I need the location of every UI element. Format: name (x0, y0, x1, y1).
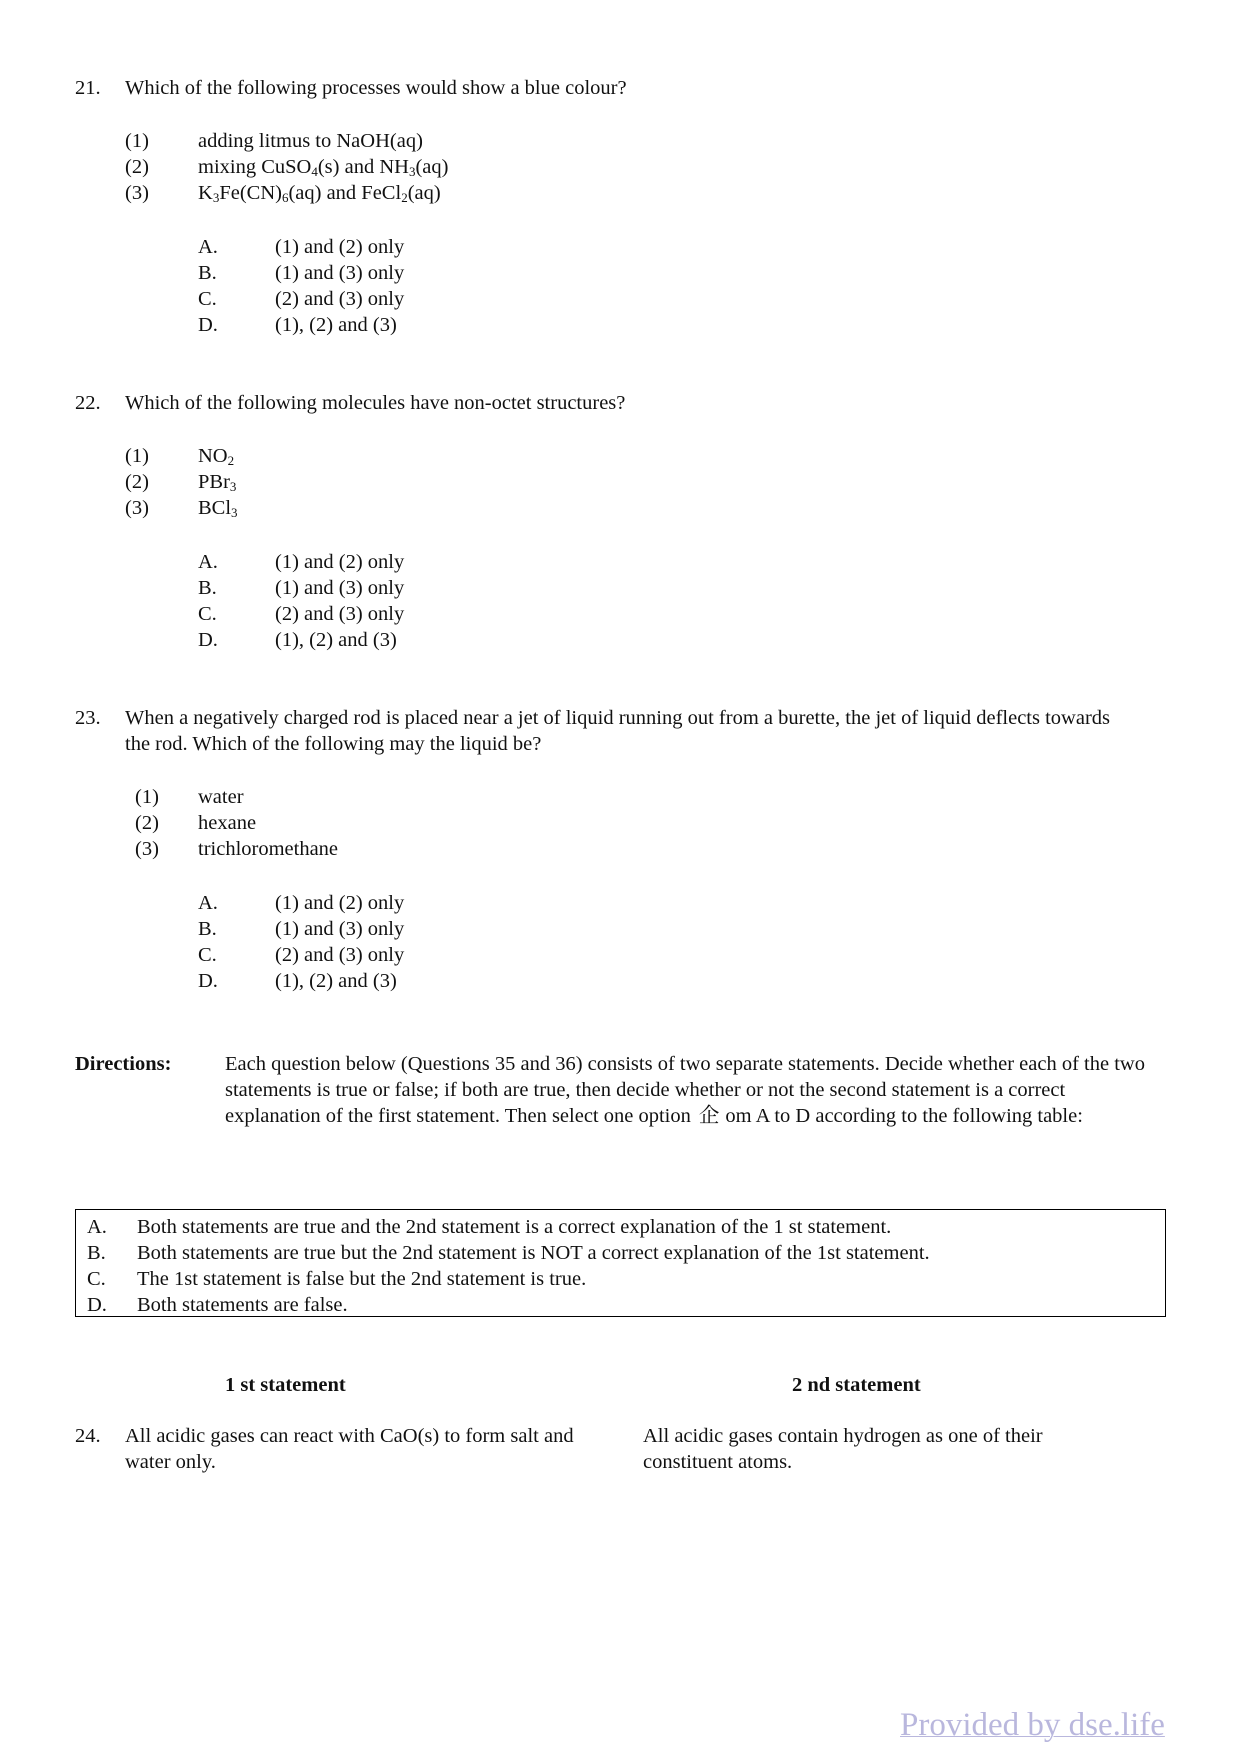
option-text: (1) and (2) only (275, 236, 405, 258)
item-text: water (198, 786, 244, 808)
option-text: (2) and (3) only (275, 944, 405, 966)
option-text: (1), (2) and (3) (275, 314, 397, 336)
item-text: PBr$_3$ (198, 471, 237, 494)
item-number: (2) (125, 156, 149, 178)
option-text: (1) and (3) only (275, 918, 405, 940)
item-text: hexane (198, 812, 257, 834)
second-statement-heading: 2 nd statement (792, 1374, 921, 1396)
option-text: (1) and (3) only (275, 262, 405, 284)
row-text: Both statements are true but the 2nd statement is NOT a correct explanation of the 1st statement. (137, 1242, 930, 1264)
option-text: (1) and (3) only (275, 577, 405, 599)
item-text: mixing CuSO$_4$(s) and $NH_3(aq)$ (198, 156, 449, 179)
option-letter: D. (198, 970, 218, 992)
option-letter: B. (198, 918, 217, 940)
row-key: B. (87, 1242, 106, 1264)
item-text: adding litmus to NaOH(aq) (198, 130, 423, 152)
directions-text-part: om A to D according to the following table: (725, 1105, 1083, 1127)
item-number: (3) (125, 497, 149, 519)
first-statement-heading: 1 st statement (225, 1374, 346, 1396)
item-text: BCl$_3$ (198, 497, 238, 520)
option-text: (1), (2) and (3) (275, 629, 397, 651)
item-text: $K_3Fe(CN)_6(aq)$ and FeCl$_2$(aq) (198, 182, 441, 205)
item-text: trichloromethane (198, 838, 339, 860)
garbled-glyph: 企 (698, 1105, 720, 1127)
question-text: When a negatively charged rod is placed near a jet of liquid running out from a burette, the jet of liquid deflects towards the rod. Which of the following may the liquid be? (125, 707, 1111, 755)
option-letter: C. (198, 603, 217, 625)
question-number: 21. (75, 77, 101, 99)
first-statement-text: All acidic gases can react with CaO(s) to form salt and water only. (125, 1425, 574, 1473)
option-letter: B. (198, 577, 217, 599)
row-text: The 1st statement is false but the 2nd statement is true. (137, 1268, 587, 1290)
item-number: (1) (125, 445, 149, 467)
second-statement-text: All acidic gases contain hydrogen as one of their constituent atoms. (643, 1425, 1043, 1473)
option-text: (1) and (2) only (275, 892, 405, 914)
row-key: D. (87, 1294, 107, 1316)
directions-label: Directions: (75, 1053, 172, 1075)
item-text: $NO_2$ (198, 445, 235, 468)
option-letter: D. (198, 314, 218, 336)
row-text: Both statements are true and the 2nd statement is a correct explanation of the 1 st statement. (137, 1216, 892, 1238)
question-number: 22. (75, 392, 101, 414)
option-letter: D. (198, 629, 218, 651)
item-number: (3) (135, 838, 159, 860)
row-key: C. (87, 1268, 106, 1290)
question-text: Which of the following molecules have non-octet structures? (125, 392, 626, 414)
option-letter: B. (198, 262, 217, 284)
item-number: (1) (125, 130, 149, 152)
option-letter: C. (198, 288, 217, 310)
item-number: (2) (125, 471, 149, 493)
option-letter: A. (198, 551, 218, 573)
option-letter: A. (198, 892, 218, 914)
directions-text-part: Each question below (Questions 35 and 36) consists of two separate statements. Decide whether each of the two statements is true or false; if both are true, then decide whether or not the second statement is a correct explanation of the first statement. Then select one option (225, 1053, 1145, 1127)
question-number: 24. (75, 1425, 101, 1447)
item-number: (1) (135, 786, 159, 808)
option-letter: C. (198, 944, 217, 966)
option-text: (1) and (2) only (275, 551, 405, 573)
question-number: 23. (75, 707, 101, 729)
option-text: (2) and (3) only (275, 288, 405, 310)
row-text: Both statements are false. (137, 1294, 348, 1316)
option-text: (1), (2) and (3) (275, 970, 397, 992)
answer-key-table (75, 1209, 1166, 1317)
item-number: (2) (135, 812, 159, 834)
option-letter: A. (198, 236, 218, 258)
row-key: A. (87, 1216, 107, 1238)
question-text: Which of the following processes would show a blue colour? (125, 77, 627, 99)
directions-text (225, 1051, 1160, 1129)
option-text: (2) and (3) only (275, 603, 405, 625)
watermark-link[interactable]: Provided by dse.life (900, 1707, 1165, 1743)
item-number: (3) (125, 182, 149, 204)
